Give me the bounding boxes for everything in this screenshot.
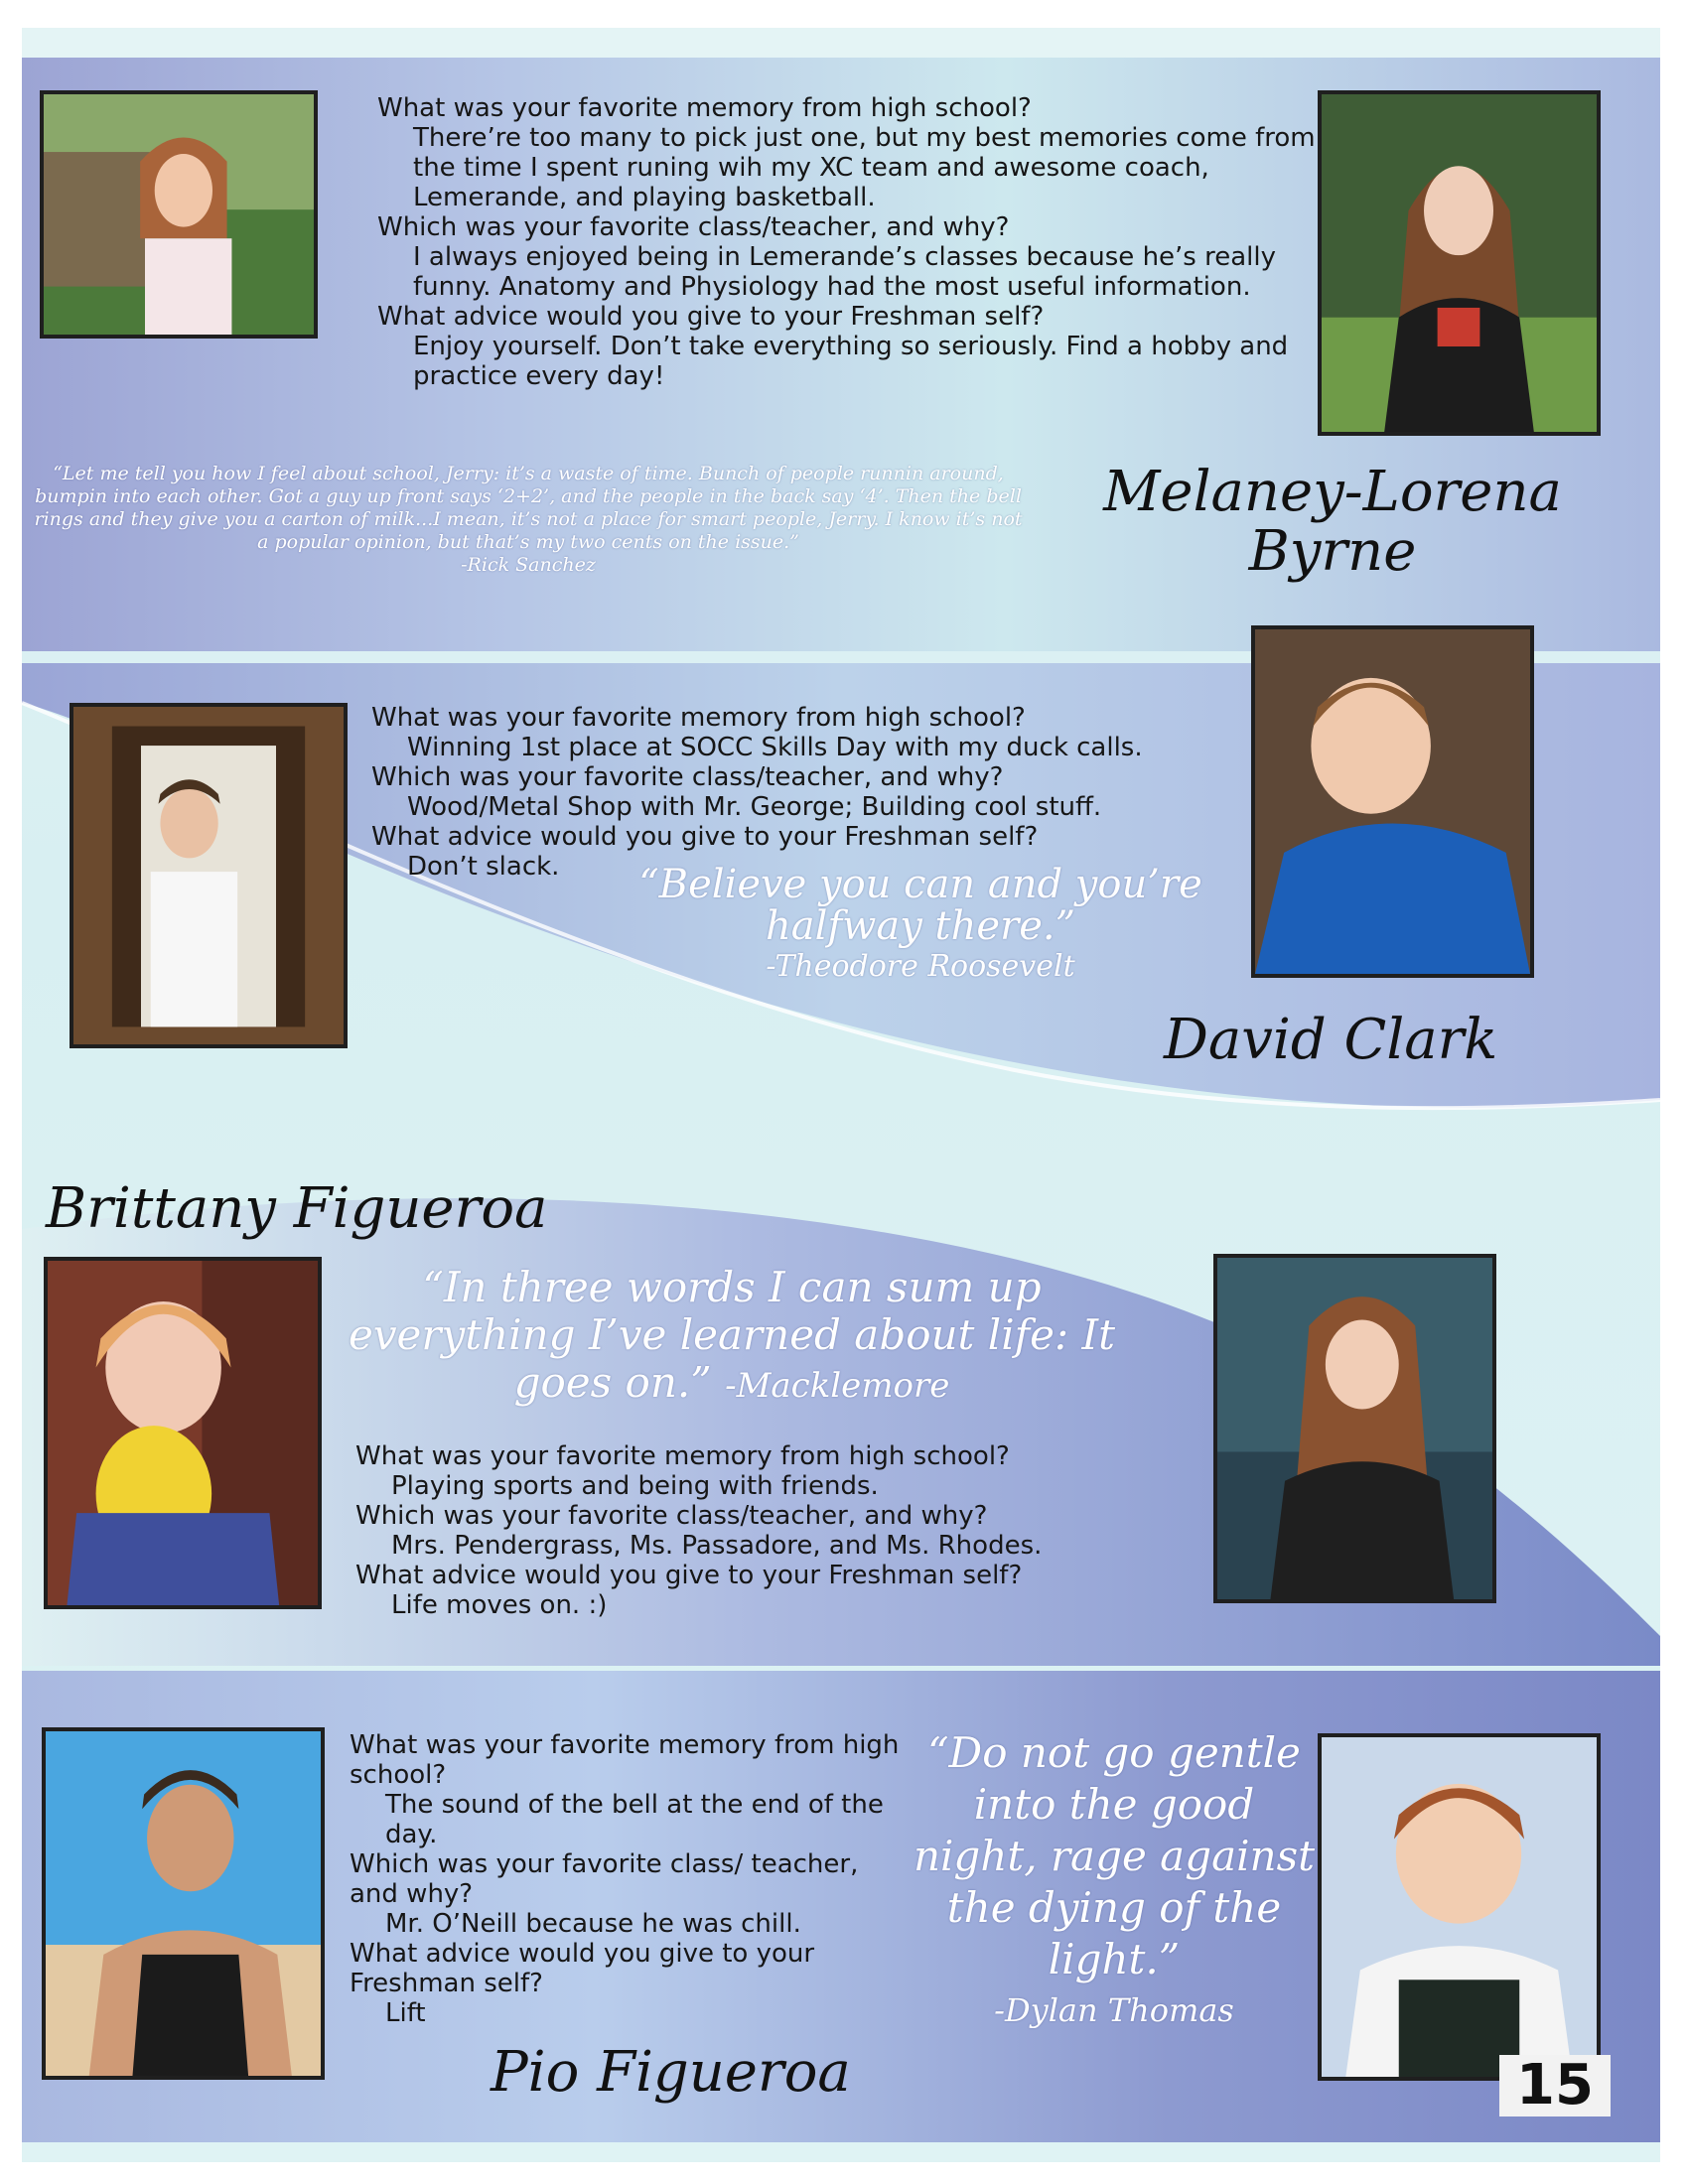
question-memory: What was your favorite memory from high school? — [355, 1441, 1010, 1471]
photo-david-child — [1251, 625, 1534, 978]
quote-text: “Let me tell you how I feel about school, Jerry: it’s a waste of time. Bunch of people runnin around, bumpin into each other. Got a guy up front says ‘2+2’, and the people in the back say ‘4’. Then the bell rings and they give you a carton of milk...I mean, it’s not a place for smart people, Jerry. I know it’s not a popular opinion, but that’s my two cents on the issue.” — [34, 463, 1023, 553]
name-pio-figueroa: Pio Figueroa — [491, 2040, 851, 2105]
answer-memory: There’re too many to pick just one, but my best memories come from the time I spent runing wih my XC team and awesome coach, Lemerande, and playing basketball. — [413, 123, 1316, 212]
answer-class: I always enjoyed being in Lemerande’s classes because he’s really funny. Anatomy and Physiology had the most useful information. — [413, 242, 1276, 302]
quote-text: “Believe you can and you’re halfway there.” — [638, 862, 1202, 949]
answer-advice: Don’t slack. — [407, 852, 560, 882]
photo-brittany-senior — [1213, 1254, 1496, 1603]
answer-class: Mr. O’Neill because he was chill. — [385, 1909, 801, 1939]
quote-text: “Do not go gentle into the good night, rage against the dying of the light.” — [913, 1728, 1316, 1983]
photo-david-senior — [70, 703, 348, 1048]
question-class: Which was your favorite class/teacher, and why? — [355, 1501, 988, 1531]
answer-advice: Life moves on. :) — [391, 1590, 608, 1620]
quote-pio — [911, 1727, 1318, 2035]
question-memory: What was your favorite memory from high school? — [371, 703, 1026, 733]
photo-pio-senior — [42, 1727, 325, 2080]
name-david-clark: David Clark — [1164, 1008, 1498, 1072]
question-advice: What advice would you give to your Freshman self? — [371, 822, 1039, 852]
question-memory: What was your favorite memory from high school? — [377, 93, 1032, 123]
question-advice: What advice would you give to your Freshman self? — [355, 1561, 1023, 1590]
quote-attribution: -Rick Sanchez — [461, 554, 596, 576]
quote-attribution: -Macklemore — [725, 1366, 950, 1406]
quote-attribution: -Dylan Thomas — [994, 1991, 1234, 2029]
question-memory: What was your favorite memory from high school? — [350, 1730, 900, 1790]
photo-pio-child — [1318, 1733, 1601, 2081]
name-line-2: Byrne — [1248, 519, 1417, 584]
quote-brittany — [340, 1264, 1124, 1410]
answer-class: Mrs. Pendergrass, Ms. Passadore, and Ms. Rhodes. — [391, 1531, 1043, 1561]
name-line-1: Melaney-Lorena — [1103, 460, 1562, 524]
question-class: Which was your favorite class/ teacher, and why? — [350, 1849, 859, 1909]
answer-memory: Playing sports and being with friends. — [391, 1471, 879, 1501]
answer-advice: Enjoy yourself. Don’t take everything so seriously. Find a hobby and practice every day! — [413, 332, 1289, 391]
answer-memory: The sound of the bell at the end of the day. — [385, 1790, 884, 1849]
answer-class: Wood/Metal Shop with Mr. George; Building cool stuff. — [407, 792, 1102, 822]
name-melaney-byrne — [1035, 460, 1630, 584]
page-number: 15 — [1499, 2055, 1611, 2116]
quote-david — [613, 864, 1228, 987]
answer-advice: Lift — [385, 1998, 426, 2028]
yearbook-page — [22, 28, 1660, 2162]
photo-melaney-senior — [1318, 90, 1601, 436]
qa-pio — [350, 1730, 906, 2028]
name-brittany-figueroa: Brittany Figueroa — [46, 1176, 548, 1241]
question-class: Which was your favorite class/teacher, and why? — [377, 212, 1010, 242]
quote-attribution: -Theodore Roosevelt — [766, 949, 1075, 984]
qa-melaney — [377, 93, 1321, 391]
answer-memory: Winning 1st place at SOCC Skills Day with my duck calls. — [407, 733, 1143, 762]
quote-text: “In three words I can sum up everything I’ve learned about life: It goes on.” — [348, 1263, 1116, 1407]
quote-melaney — [32, 463, 1025, 577]
question-advice: What advice would you give to your Freshman self? — [377, 302, 1045, 332]
question-advice: What advice would you give to your Freshman self? — [350, 1939, 815, 1998]
photo-brittany-child — [44, 1257, 322, 1609]
question-class: Which was your favorite class/teacher, and why? — [371, 762, 1004, 792]
photo-melaney-child — [40, 90, 318, 339]
qa-david — [371, 703, 1265, 882]
qa-brittany — [355, 1441, 1170, 1620]
